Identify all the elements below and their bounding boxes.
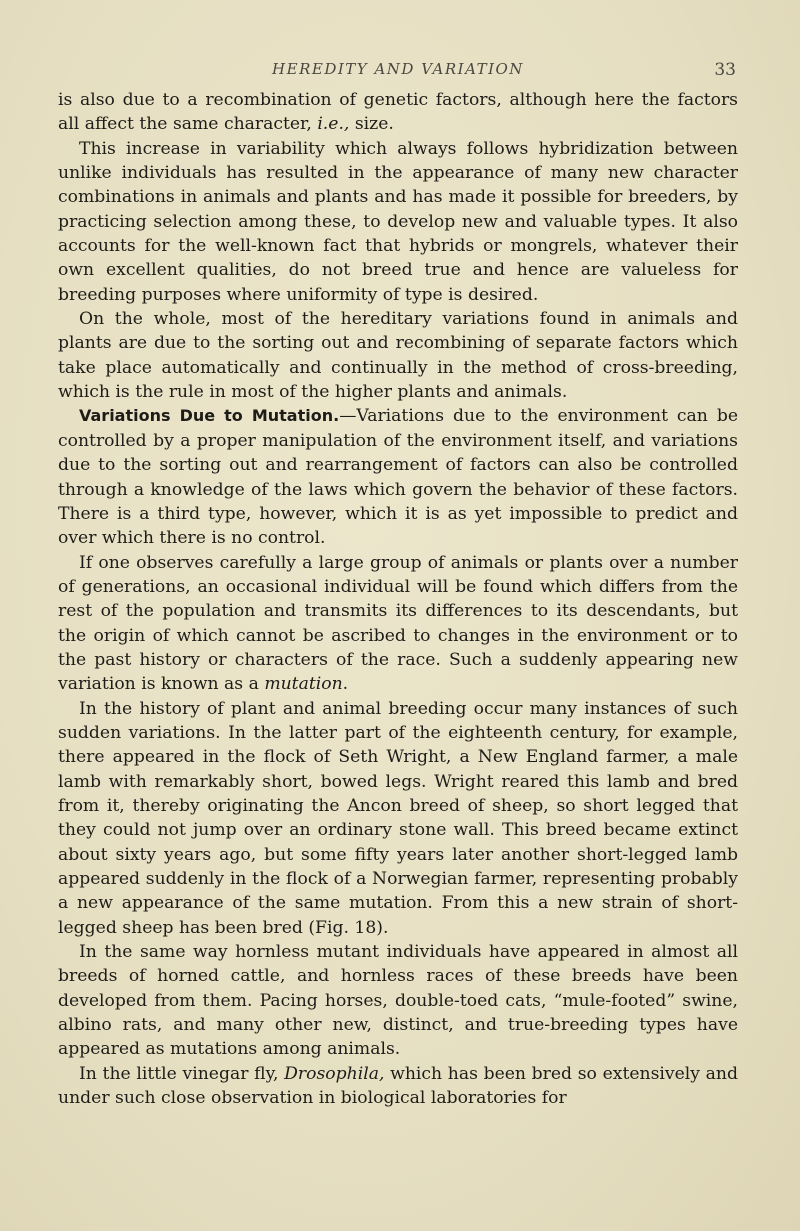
- page-number: 33: [714, 60, 736, 80]
- paragraph: [58, 551, 738, 697]
- paragraph: [58, 307, 738, 404]
- paragraph-text: This increase in variability which always follows hybridization between unlike individuals has resulted in the appearance of many new character combinations in animals and plants and has made it possible for breeders, by practicing selection among these, to develop new and valuable types. It also accounts for the well-known fact that hybrids or mongrels, whatever their own excellent qualities, do not breed true and hence are valueless for breeding purposes where uniformity of type is desired.: [58, 138, 738, 305]
- paragraph: [58, 137, 738, 307]
- book-page: [58, 54, 738, 1110]
- paragraph: [58, 404, 738, 550]
- section-heading: Variations Due to Mutation.: [79, 406, 340, 426]
- paragraph: [58, 88, 738, 137]
- italic-text: i.e.,: [317, 114, 350, 135]
- running-title: HEREDITY AND VARIATION: [272, 60, 524, 78]
- paragraph: [58, 697, 738, 940]
- paragraph: [58, 940, 738, 1062]
- italic-text: mutation: [264, 674, 343, 695]
- running-head: [58, 54, 738, 84]
- paragraph-text: size.: [349, 114, 394, 135]
- paragraph-text: —Variations due to the environment can be controlled by a proper manipulation of the environment itself, and variations due to the sorting out and rearrangement of factors can also be controlled through a knowledge of the laws which govern the behavior of these factors. There is a third type, however, which it is as yet impossible to predict and over which there is no control.: [58, 406, 738, 549]
- body-text: [58, 88, 738, 1110]
- paragraph-text: In the little vinegar fly,: [79, 1063, 285, 1084]
- paragraph-text: .: [342, 674, 349, 695]
- paragraph-text: On the whole, most of the hereditary variations found in animals and plants are due to the sorting out and recombining of separate factors which take place automatically and continually in the method of cross-breeding, which is the rule in most of the higher plants and animals.: [58, 309, 738, 403]
- paragraph-text: If one observes carefully a large group of animals or plants over a number of generations, an occasional individual will be found which differs from the rest of the population and transmits its differences to its descendants, but the origin of which cannot be ascribed to changes in the environment or to the past history or characters of the race. Such a suddenly appearing new variation is known as a: [58, 552, 738, 695]
- paragraph-text: In the history of plant and animal breeding occur many instances of such sudden variations. In the latter part of the eighteenth century, for example, there appeared in the flock of Seth Wright, a New England farmer, a male lamb with remarkably short, bowed legs. Wright reared this lamb and bred from it, thereby originating the Ancon breed of sheep, so short legged that they could not jump over an ordinary stone wall. This breed became extinct about sixty years ago, but some fifty years later another short-legged lamb appeared suddenly in the flock of a Norwegian farmer, representing probably a new appearance of the same mutation. From this a new strain of short-legged sheep has been bred (Fig. 18).: [58, 698, 738, 938]
- paragraph-text: which has been bred so extensively and under such close observation in biological laboratories for: [58, 1063, 738, 1109]
- paragraph: [58, 1062, 738, 1111]
- paragraph-text: In the same way hornless mutant individuals have appeared in almost all breeds of horned cattle, and hornless races of these breeds have been developed from them. Pacing horses, double-toed cats, “mule-footed” swine, albino rats, and many other new, distinct, and true-breeding types have appeared as mutations among animals.: [58, 942, 738, 1060]
- paragraph-text: is also due to a recombination of genetic factors, although here the factors all affect the same character,: [58, 90, 738, 135]
- italic-text: Drosophila,: [284, 1063, 385, 1084]
